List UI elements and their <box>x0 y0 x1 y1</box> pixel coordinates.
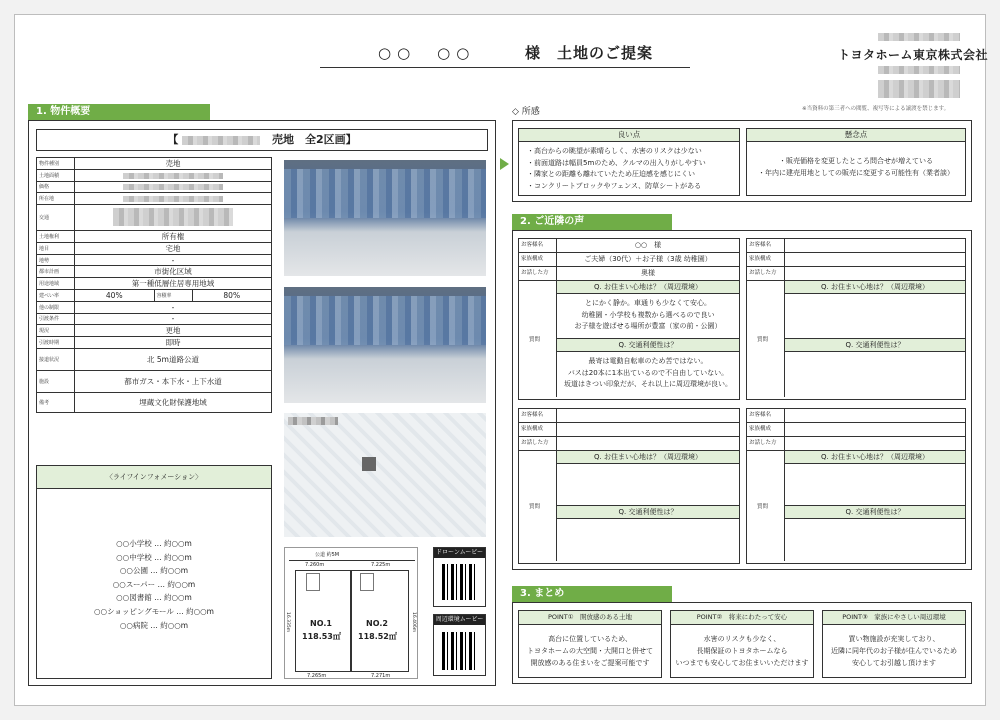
redacted-value <box>123 196 223 202</box>
road-label: 公道 約5M <box>315 552 340 558</box>
voice-label: 家族構成 <box>519 423 557 436</box>
question-block <box>557 339 739 397</box>
info-label: 交通 <box>37 204 75 230</box>
life-info-item: ○○図書館 … 約○○m <box>116 593 192 603</box>
point-body <box>671 625 813 669</box>
question-label: 質問 <box>519 281 557 397</box>
point-line: 買い物施設が充実しており、 <box>848 635 940 643</box>
voice-label: お客様名 <box>519 239 557 252</box>
info-value <box>75 170 272 182</box>
question-label: 質問 <box>747 451 785 561</box>
point-body <box>519 625 661 669</box>
question-heading: Q. お住まい心地は？（周辺環境） <box>557 281 739 294</box>
arrow-right-icon <box>500 158 509 170</box>
good-points-box <box>518 128 740 196</box>
info-row <box>37 337 272 349</box>
impressions-heading: ◇ 所感 <box>512 107 540 117</box>
info-value: 所有権 <box>75 230 272 242</box>
answer-line: 最寄は電動自転車のため苦ではない。 <box>588 357 708 365</box>
point-line: いつまでも安心してお住まいいただけます <box>675 659 809 667</box>
answer-text <box>785 294 965 298</box>
info-value: 更地 <box>75 325 272 337</box>
answer-line: とにかく静か。車通りも少なくて安心。 <box>585 299 711 307</box>
section2-header: 2. ご近隣の声 <box>512 214 672 230</box>
info-row <box>37 266 272 278</box>
question-heading: Q. お住まい心地は？（周辺環境） <box>785 451 965 464</box>
point-line: 安心してお引越し頂けます <box>852 659 936 667</box>
company-logo: トヨタホーム東京株式会社 <box>838 48 989 62</box>
answer-text <box>785 464 965 468</box>
bracket: 【 <box>167 133 179 146</box>
redacted-text <box>878 33 960 41</box>
info-label: 地目 <box>37 242 75 254</box>
info-label: 施設 <box>37 371 75 393</box>
voice-value <box>785 409 965 422</box>
parking-space <box>306 573 320 591</box>
voice-value <box>785 253 965 266</box>
dim-top-1: 7.260m <box>305 562 325 568</box>
property-title <box>36 129 488 151</box>
info-label: 土地権利 <box>37 230 75 242</box>
answer-line: 幼稚園・小学校も複数から選べるので良い <box>581 310 715 319</box>
qr-code-icon <box>442 564 478 600</box>
info-row <box>37 181 272 193</box>
info-label: 備考 <box>37 393 75 413</box>
life-info-item: ○○小学校 … 約○○m <box>116 539 192 548</box>
answer-text <box>557 519 739 523</box>
info-row <box>37 325 272 337</box>
dim-top-2: 7.225m <box>371 562 391 568</box>
info-value: 市街化区域 <box>75 266 272 278</box>
voice-row <box>519 423 739 437</box>
question-heading: Q. 交通利便性は？ <box>557 506 739 519</box>
info-label: 接道状況 <box>37 349 75 371</box>
question-heading: Q. お住まい心地は？（周辺環境） <box>785 281 965 294</box>
question-label: 質問 <box>519 451 557 561</box>
info-value: 北 5m道路公道 <box>75 349 272 371</box>
voice-label: お客様名 <box>519 409 557 422</box>
info-label: 都市計画 <box>37 266 75 278</box>
voice-row <box>747 267 965 281</box>
voice-label: お客様名 <box>747 239 785 252</box>
property-info-table <box>36 157 272 413</box>
voice-label: 家族構成 <box>747 253 785 266</box>
info-row <box>37 242 272 254</box>
question-block <box>557 506 739 561</box>
document-title <box>320 42 690 68</box>
info-label: 所在地 <box>37 193 75 205</box>
life-info-item: ○○公園 … 約○○m <box>119 566 189 576</box>
coverage-ratio: 40% <box>75 290 155 302</box>
info-label: 容積率 <box>154 290 192 302</box>
info-label: 現況 <box>37 325 75 337</box>
voice-row <box>519 409 739 423</box>
voice-row <box>519 267 739 281</box>
info-label: 用途地域 <box>37 278 75 290</box>
point-heading: POINT② 将来にわたって安心 <box>671 611 813 625</box>
concern-item: ・販売価格を変更したところ問合せが増えている <box>779 157 933 165</box>
question-block <box>785 506 965 561</box>
info-row <box>37 301 272 313</box>
point-line: 水害のリスクも少なく、 <box>703 635 781 643</box>
question-block <box>785 339 965 397</box>
info-value <box>75 193 272 205</box>
info-value: 即時 <box>75 337 272 349</box>
voice-value: 奥様 <box>641 269 655 277</box>
redacted-stamp <box>878 80 960 98</box>
life-info-item: ○○病院 … 約○○m <box>119 620 189 630</box>
info-value <box>75 204 272 230</box>
lot-2-name: NO.2 <box>366 619 388 628</box>
question-block <box>557 281 739 339</box>
info-value <box>75 181 272 193</box>
voice-label: お話した方 <box>747 437 785 450</box>
lot-1-name: NO.1 <box>310 619 332 628</box>
voice-label: お話した方 <box>519 437 557 450</box>
lot-2 <box>351 570 409 672</box>
lot-1-area: 118.53㎡ <box>302 632 341 641</box>
redacted-property-name <box>182 136 260 145</box>
life-information-box <box>36 465 272 679</box>
info-label: 地勢 <box>37 254 75 266</box>
answer-line: 坂道はきつい印象だが、それ以上に周辺環境が良い。 <box>564 380 732 388</box>
point-heading: POINT① 開放感のある土地 <box>519 611 661 625</box>
question-heading: Q. 交通利便性は？ <box>785 339 965 352</box>
life-info-list <box>37 489 271 632</box>
good-point-item: ・前面道路は幅員5mのため、クルマの出入りがしやすい <box>527 158 706 167</box>
voice-value <box>785 423 965 436</box>
point-line: 長期保証のトヨタホームなら <box>696 647 788 655</box>
info-row <box>37 371 272 393</box>
good-points-list <box>519 142 739 192</box>
info-row <box>37 278 272 290</box>
info-value: 埋蔵文化財保護地域 <box>75 393 272 413</box>
lot-2-area: 118.52㎡ <box>358 632 397 641</box>
life-info-item: ○○中学校 … 約○○m <box>116 552 192 562</box>
dim-bottom-1: 7.265m <box>307 673 327 679</box>
voice-row <box>747 437 965 451</box>
point-heading: POINT③ 家族にやさしい周辺環境 <box>823 611 965 625</box>
info-value: 都市ガス・本下水・上下水道 <box>75 371 272 393</box>
info-row <box>37 170 272 182</box>
info-value: - <box>75 254 272 266</box>
voice-label: お話した方 <box>747 267 785 280</box>
info-label: 物件種別 <box>37 158 75 170</box>
point-line: トヨタホームの大空間・大開口と併せて <box>527 647 653 655</box>
summary-point-1 <box>518 610 662 678</box>
redacted-text <box>878 66 960 74</box>
concerns-heading: 懸念点 <box>747 129 965 142</box>
redacted-map-label <box>288 417 338 425</box>
info-value: 宅地 <box>75 242 272 254</box>
dim-side-1: 16.335m <box>285 612 290 633</box>
voice-value <box>785 239 965 252</box>
voice-value: ご夫婦（30代）＋お子様（3歳 幼稚園） <box>584 255 712 263</box>
voice-row <box>519 239 739 253</box>
summary-point-3 <box>822 610 966 678</box>
point-line: 高台に位置しているため、 <box>548 635 632 643</box>
info-label: 建ぺい率 <box>37 290 75 302</box>
info-row <box>37 313 272 325</box>
info-row <box>37 349 272 371</box>
info-label: 引渡時期 <box>37 337 75 349</box>
area-map <box>284 413 486 537</box>
voice-value <box>557 409 739 422</box>
voice-row <box>747 423 965 437</box>
life-info-item: ○○スーパー … 約○○m <box>112 579 196 589</box>
life-info-item: ○○ショッピングモール … 約○○m <box>93 606 214 616</box>
voice-label: お話した方 <box>519 267 557 280</box>
voice-label: お客様名 <box>747 409 785 422</box>
dim-side-2: 16.406m <box>411 612 416 633</box>
info-value: 売地 <box>75 158 272 170</box>
road-line <box>289 560 415 561</box>
answer-text <box>785 352 965 356</box>
info-row <box>37 193 272 205</box>
good-points-heading: 良い点 <box>519 129 739 142</box>
question-heading: Q. お住まい心地は？（周辺環境） <box>557 451 739 464</box>
question-block <box>785 451 965 506</box>
customer-name: ○○ ○○ <box>378 44 476 62</box>
title-text: 様 土地のご提案 <box>525 44 654 62</box>
qr-label: ドローンムービー <box>435 549 484 556</box>
confidential-note: ※当資料の第三者への閲覧、複写等による譲渡を禁じます。 <box>802 106 950 112</box>
redacted-value <box>113 208 233 226</box>
point-body <box>823 625 965 669</box>
voice-value <box>785 267 965 280</box>
answer-text <box>557 464 739 468</box>
info-value: - <box>75 313 272 325</box>
info-row <box>37 204 272 230</box>
parking-space <box>360 573 374 591</box>
location-marker <box>362 457 376 471</box>
voice-row <box>747 253 965 267</box>
question-block <box>557 451 739 506</box>
info-row <box>37 290 272 302</box>
lot-1 <box>295 570 351 672</box>
answer-text <box>785 519 965 523</box>
neighbor-voice-card <box>746 238 966 400</box>
redacted-value <box>123 184 223 190</box>
answer-line: お子様を遊ばせる場所が豊富（家の前・公園） <box>574 322 722 330</box>
summary-point-2 <box>670 610 814 678</box>
voice-label: 家族構成 <box>747 423 785 436</box>
site-photo-2 <box>284 287 486 403</box>
area-movie-qr[interactable] <box>433 614 486 676</box>
question-label: 質問 <box>747 281 785 397</box>
floor-area-ratio: 80% <box>192 290 272 302</box>
good-point-item: ・高台からの眺望が素晴らしく、水害のリスクは少ない <box>527 147 702 155</box>
good-point-item: ・コンクリートブロックやフェンス、防草シートがある <box>527 181 702 190</box>
concerns-box <box>746 128 966 196</box>
drone-movie-qr[interactable] <box>433 547 486 607</box>
qr-code-icon <box>442 632 478 670</box>
neighbor-voice-card <box>518 238 740 400</box>
info-label: 土地面積 <box>37 170 75 182</box>
good-point-item: ・隣家との距離も離れていたため圧迫感を感じにくい <box>527 170 695 178</box>
info-row <box>37 393 272 413</box>
answer-text <box>557 352 739 391</box>
question-heading: Q. 交通利便性は？ <box>785 506 965 519</box>
qr-label: 周辺環境ムービー <box>435 616 484 623</box>
info-row <box>37 230 272 242</box>
neighbor-voice-card <box>746 408 966 564</box>
voice-row <box>519 253 739 267</box>
voice-row <box>747 409 965 423</box>
answer-line: バスは20本に1本出ているので不自由していない。 <box>567 368 729 377</box>
voice-label: 家族構成 <box>519 253 557 266</box>
concern-item: ・年内に建売用地としての販売に変更する可能性有（業者談） <box>758 168 954 177</box>
question-block <box>785 281 965 339</box>
point-line: 近隣に同年代のお子様が住んでいるため <box>831 647 957 655</box>
voice-value: ○○ 様 <box>634 241 662 249</box>
question-heading: Q. 交通利便性は？ <box>557 339 739 352</box>
point-line: 開放感のある住まいをご提案可能です <box>530 659 650 667</box>
info-value: 第一種低層住居専用地域 <box>75 278 272 290</box>
neighbor-voice-card <box>518 408 740 564</box>
info-value: - <box>75 301 272 313</box>
info-row <box>37 254 272 266</box>
voice-value <box>557 423 739 436</box>
redacted-value <box>123 173 223 179</box>
plot-plan <box>284 547 418 679</box>
life-info-heading: 〈ライフインフォメーション〉 <box>37 466 271 489</box>
property-title-text: 売地 全2区画】 <box>272 133 357 146</box>
voice-row <box>519 437 739 451</box>
voice-row <box>747 239 965 253</box>
answer-text <box>557 294 739 333</box>
concerns-list <box>747 142 965 179</box>
info-label: 引渡条件 <box>37 313 75 325</box>
site-photo-1 <box>284 160 486 276</box>
voice-value <box>785 437 965 450</box>
info-label: 他の制限 <box>37 301 75 313</box>
dim-bottom-2: 7.271m <box>371 673 391 679</box>
info-label: 価格 <box>37 181 75 193</box>
voice-value <box>557 437 739 450</box>
section1-header: 1. 物件概要 <box>28 104 210 120</box>
info-row <box>37 158 272 170</box>
section3-header: 3. まとめ <box>512 586 672 602</box>
